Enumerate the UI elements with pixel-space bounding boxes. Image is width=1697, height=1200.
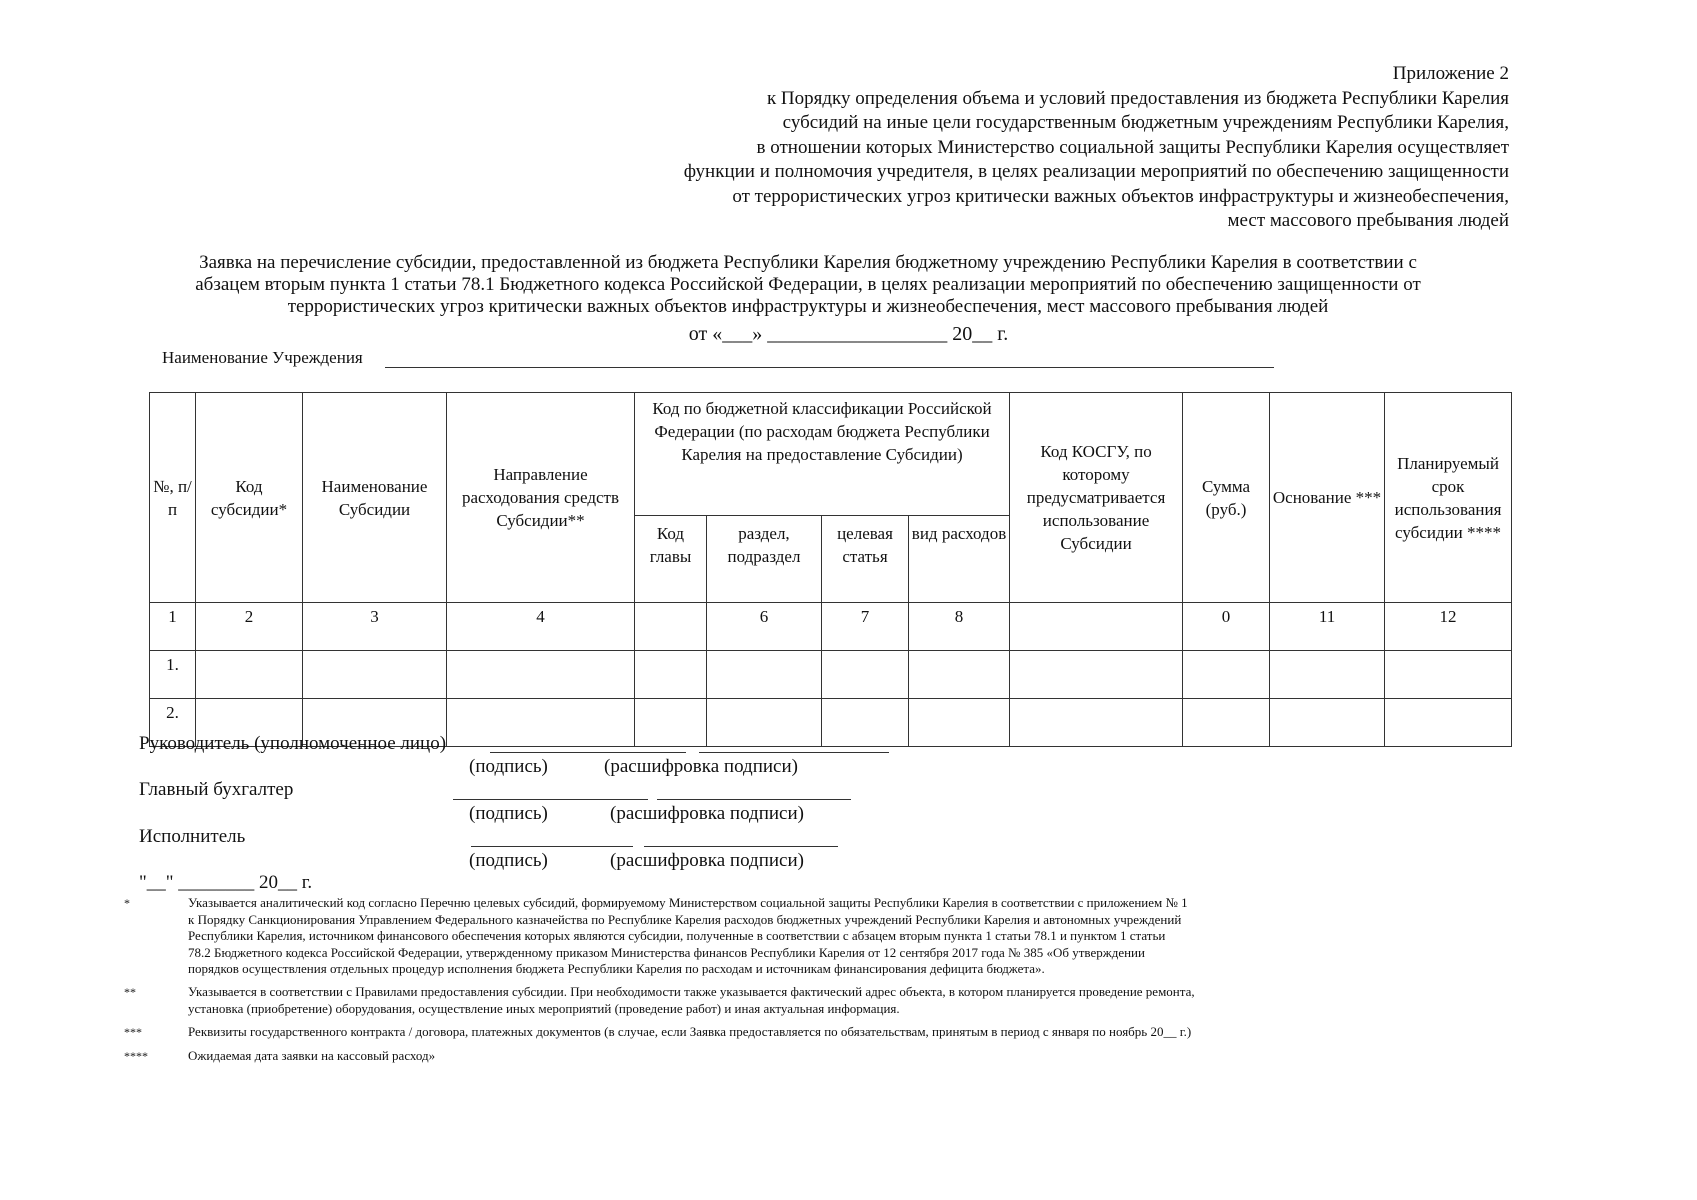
- table-cell[interactable]: [1010, 699, 1183, 747]
- column-number: 8: [909, 603, 1010, 651]
- table-cell[interactable]: [1183, 651, 1270, 699]
- table-cell[interactable]: [822, 699, 909, 747]
- signature-caption: (подпись): [469, 756, 548, 777]
- table-cell[interactable]: [635, 651, 707, 699]
- header-num: №, п/п: [150, 393, 196, 603]
- signature-line: [490, 752, 686, 753]
- title-line: абзацем вторым пункта 1 статьи 78.1 Бюджетного кодекса Российской Федерации, в целях реализации мероприятий по обеспечению защищенности от: [195, 274, 1421, 295]
- row-number: 2.: [150, 699, 196, 747]
- signature-role-head: Руководитель (уполномоченное лицо): [139, 733, 447, 754]
- header-bcc-head: Код главы: [635, 516, 707, 603]
- document-title: [140, 252, 1476, 318]
- signature-line: [453, 799, 648, 800]
- table-cell[interactable]: [303, 651, 447, 699]
- title-line: террористических угроз критически важных объектов инфраструктуры и жизнеобеспечения, мест массового пребывания людей: [287, 296, 1329, 317]
- footnote-mark: ***: [124, 1025, 142, 1039]
- footnote-line: 78.2 Бюджетного кодекса Российской Федерации, утвержденному приказом Министерства финансов Республики Карелия от 12 сентября 2017 года № 385 «Об утверждении: [188, 944, 1145, 960]
- table-cell[interactable]: [822, 651, 909, 699]
- table-cell[interactable]: [1010, 651, 1183, 699]
- table-cell[interactable]: [447, 651, 635, 699]
- header-bcc-type: вид расходов: [909, 516, 1010, 603]
- table-cell[interactable]: [1385, 651, 1512, 699]
- column-number: 12: [1385, 603, 1512, 651]
- appendix-line: к Порядку определения объема и условий предоставления из бюджета Республики Карелия: [766, 87, 1509, 109]
- title-line: Заявка на перечисление субсидии, предоставленной из бюджета Республики Карелия бюджетному учреждению Республики Карелия в соответствии с: [199, 252, 1417, 273]
- appendix-line: от террористических угроз критически важных объектов инфраструктуры и жизнеобеспечения,: [732, 185, 1509, 207]
- decode-line: [699, 752, 889, 753]
- column-number: [635, 603, 707, 651]
- signature-date: "__" ________ 20__ г.: [139, 872, 313, 893]
- header-bcc-group: Код по бюджетной классификации Российской Федерации (по расходам бюджета Республики Карелия на предоставление Субсидии): [635, 393, 1010, 516]
- header-planned: Планируемый срок использования субсидии ****: [1385, 393, 1512, 603]
- column-number: 3: [303, 603, 447, 651]
- column-number: 11: [1270, 603, 1385, 651]
- header-bcc-section: раздел, подраздел: [707, 516, 822, 603]
- table-cell[interactable]: [447, 699, 635, 747]
- table-cell[interactable]: [909, 651, 1010, 699]
- title-date-line: от «___» __________________ 20__ г.: [688, 323, 1009, 345]
- column-number: [1010, 603, 1183, 651]
- header-basis: Основание ***: [1270, 393, 1385, 603]
- footnote-line: Ожидаемая дата заявки на кассовый расход»: [188, 1048, 436, 1063]
- decode-caption: (расшифровка подписи): [610, 803, 804, 824]
- footnote-text: [188, 1048, 435, 1065]
- footnote-line: Указывается аналитический код согласно Перечню целевых субсидий, формируемому Министерством социальной защиты Республики Карелия в соответствии с приложением № 1: [188, 895, 1188, 910]
- institution-label: Наименование Учреждения: [162, 348, 363, 367]
- footnote-line: установка (приобретение) оборудования, осуществление иных мероприятий (проведение работ) и иная актуальная информация.: [188, 1000, 900, 1016]
- table-cell[interactable]: [196, 651, 303, 699]
- appendix-line: Приложение 2: [1392, 63, 1509, 84]
- institution-name-line: [385, 367, 1274, 368]
- signature-role-executor: Исполнитель: [139, 826, 246, 847]
- subsidy-table: [149, 392, 1512, 747]
- column-number: 6: [707, 603, 822, 651]
- header-bcc-target: целевая статья: [822, 516, 909, 603]
- footnote-text: [188, 1024, 1191, 1041]
- decode-caption: (расшифровка подписи): [610, 850, 804, 871]
- header-sum: Сумма (руб.): [1183, 393, 1270, 603]
- header-code: Код субсидии*: [196, 393, 303, 603]
- table-cell[interactable]: [909, 699, 1010, 747]
- footnote-text: [188, 895, 1188, 978]
- table-cell[interactable]: [707, 651, 822, 699]
- column-number: 0: [1183, 603, 1270, 651]
- header-name: Наименование Субсидии: [303, 393, 447, 603]
- footnote-mark: *: [124, 896, 130, 910]
- column-number: 2: [196, 603, 303, 651]
- appendix-line: в отношении которых Министерство социальной защиты Республики Карелия осуществляет: [756, 136, 1509, 158]
- footnote-line: Указывается в соответствии с Правилами предоставления субсидии. При необходимости также указывается фактический адрес объекта, в котором планируется проведение ремонта,: [188, 984, 1195, 999]
- footnote-line: порядков осуществления отдельных процедур исполнения бюджета Республики Карелия по расходам и источникам финансирования дефицита бюджета».: [188, 961, 1045, 976]
- signature-line: [471, 846, 633, 847]
- table-cell[interactable]: [1385, 699, 1512, 747]
- signature-caption: (подпись): [469, 803, 548, 824]
- table-cell[interactable]: [1183, 699, 1270, 747]
- header-direction: Направление расходования средств Субсидии**: [447, 393, 635, 603]
- footnote-text: [188, 984, 1195, 1017]
- table-row: [150, 651, 1512, 699]
- row-number: 1.: [150, 651, 196, 699]
- table-cell[interactable]: [1270, 699, 1385, 747]
- footnote-line: Реквизиты государственного контракта / договора, платежных документов (в случае, если Заявка предоставляется по обязательствам, принятым в период с января по ноябрь 20__ г.): [188, 1024, 1192, 1039]
- appendix-line: функции и полномочия учредителя, в целях реализации мероприятий по обеспечению защищенности: [683, 161, 1509, 182]
- header-kosgu: Код КОСГУ, по которому предусматривается использование Субсидии: [1010, 393, 1183, 603]
- column-number: 4: [447, 603, 635, 651]
- table-cell[interactable]: [1270, 651, 1385, 699]
- signature-role-accountant: Главный бухгалтер: [139, 779, 294, 800]
- decode-line: [644, 846, 838, 847]
- decode-line: [657, 799, 851, 800]
- column-number-row: [150, 603, 1512, 651]
- table-cell[interactable]: [635, 699, 707, 747]
- decode-caption: (расшифровка подписи): [604, 756, 798, 777]
- appendix-header: [549, 62, 1509, 234]
- footnote-line: к Порядку Санкционирования Управлением Федерального казначейства по Республике Карелия расходов бюджетных учреждений Республики Карелия и автономных учреждений: [188, 911, 1182, 927]
- signature-caption: (подпись): [469, 850, 548, 871]
- footnote-mark: ****: [124, 1049, 148, 1063]
- column-number: 1: [150, 603, 196, 651]
- appendix-line: мест массового пребывания людей: [1227, 210, 1509, 231]
- footnote-mark: **: [124, 985, 136, 999]
- footnote-line: Республики Карелия, источником финансового обеспечения которых являются субсидии, полученные в соответствии с абзацем вторым пункта 1 статьи 78.1 и пунктом 1 статьи: [188, 928, 1166, 943]
- column-number: 7: [822, 603, 909, 651]
- appendix-line: субсидий на иные цели государственным бюджетным учреждениям Республики Карелия,: [782, 112, 1509, 133]
- table-cell[interactable]: [707, 699, 822, 747]
